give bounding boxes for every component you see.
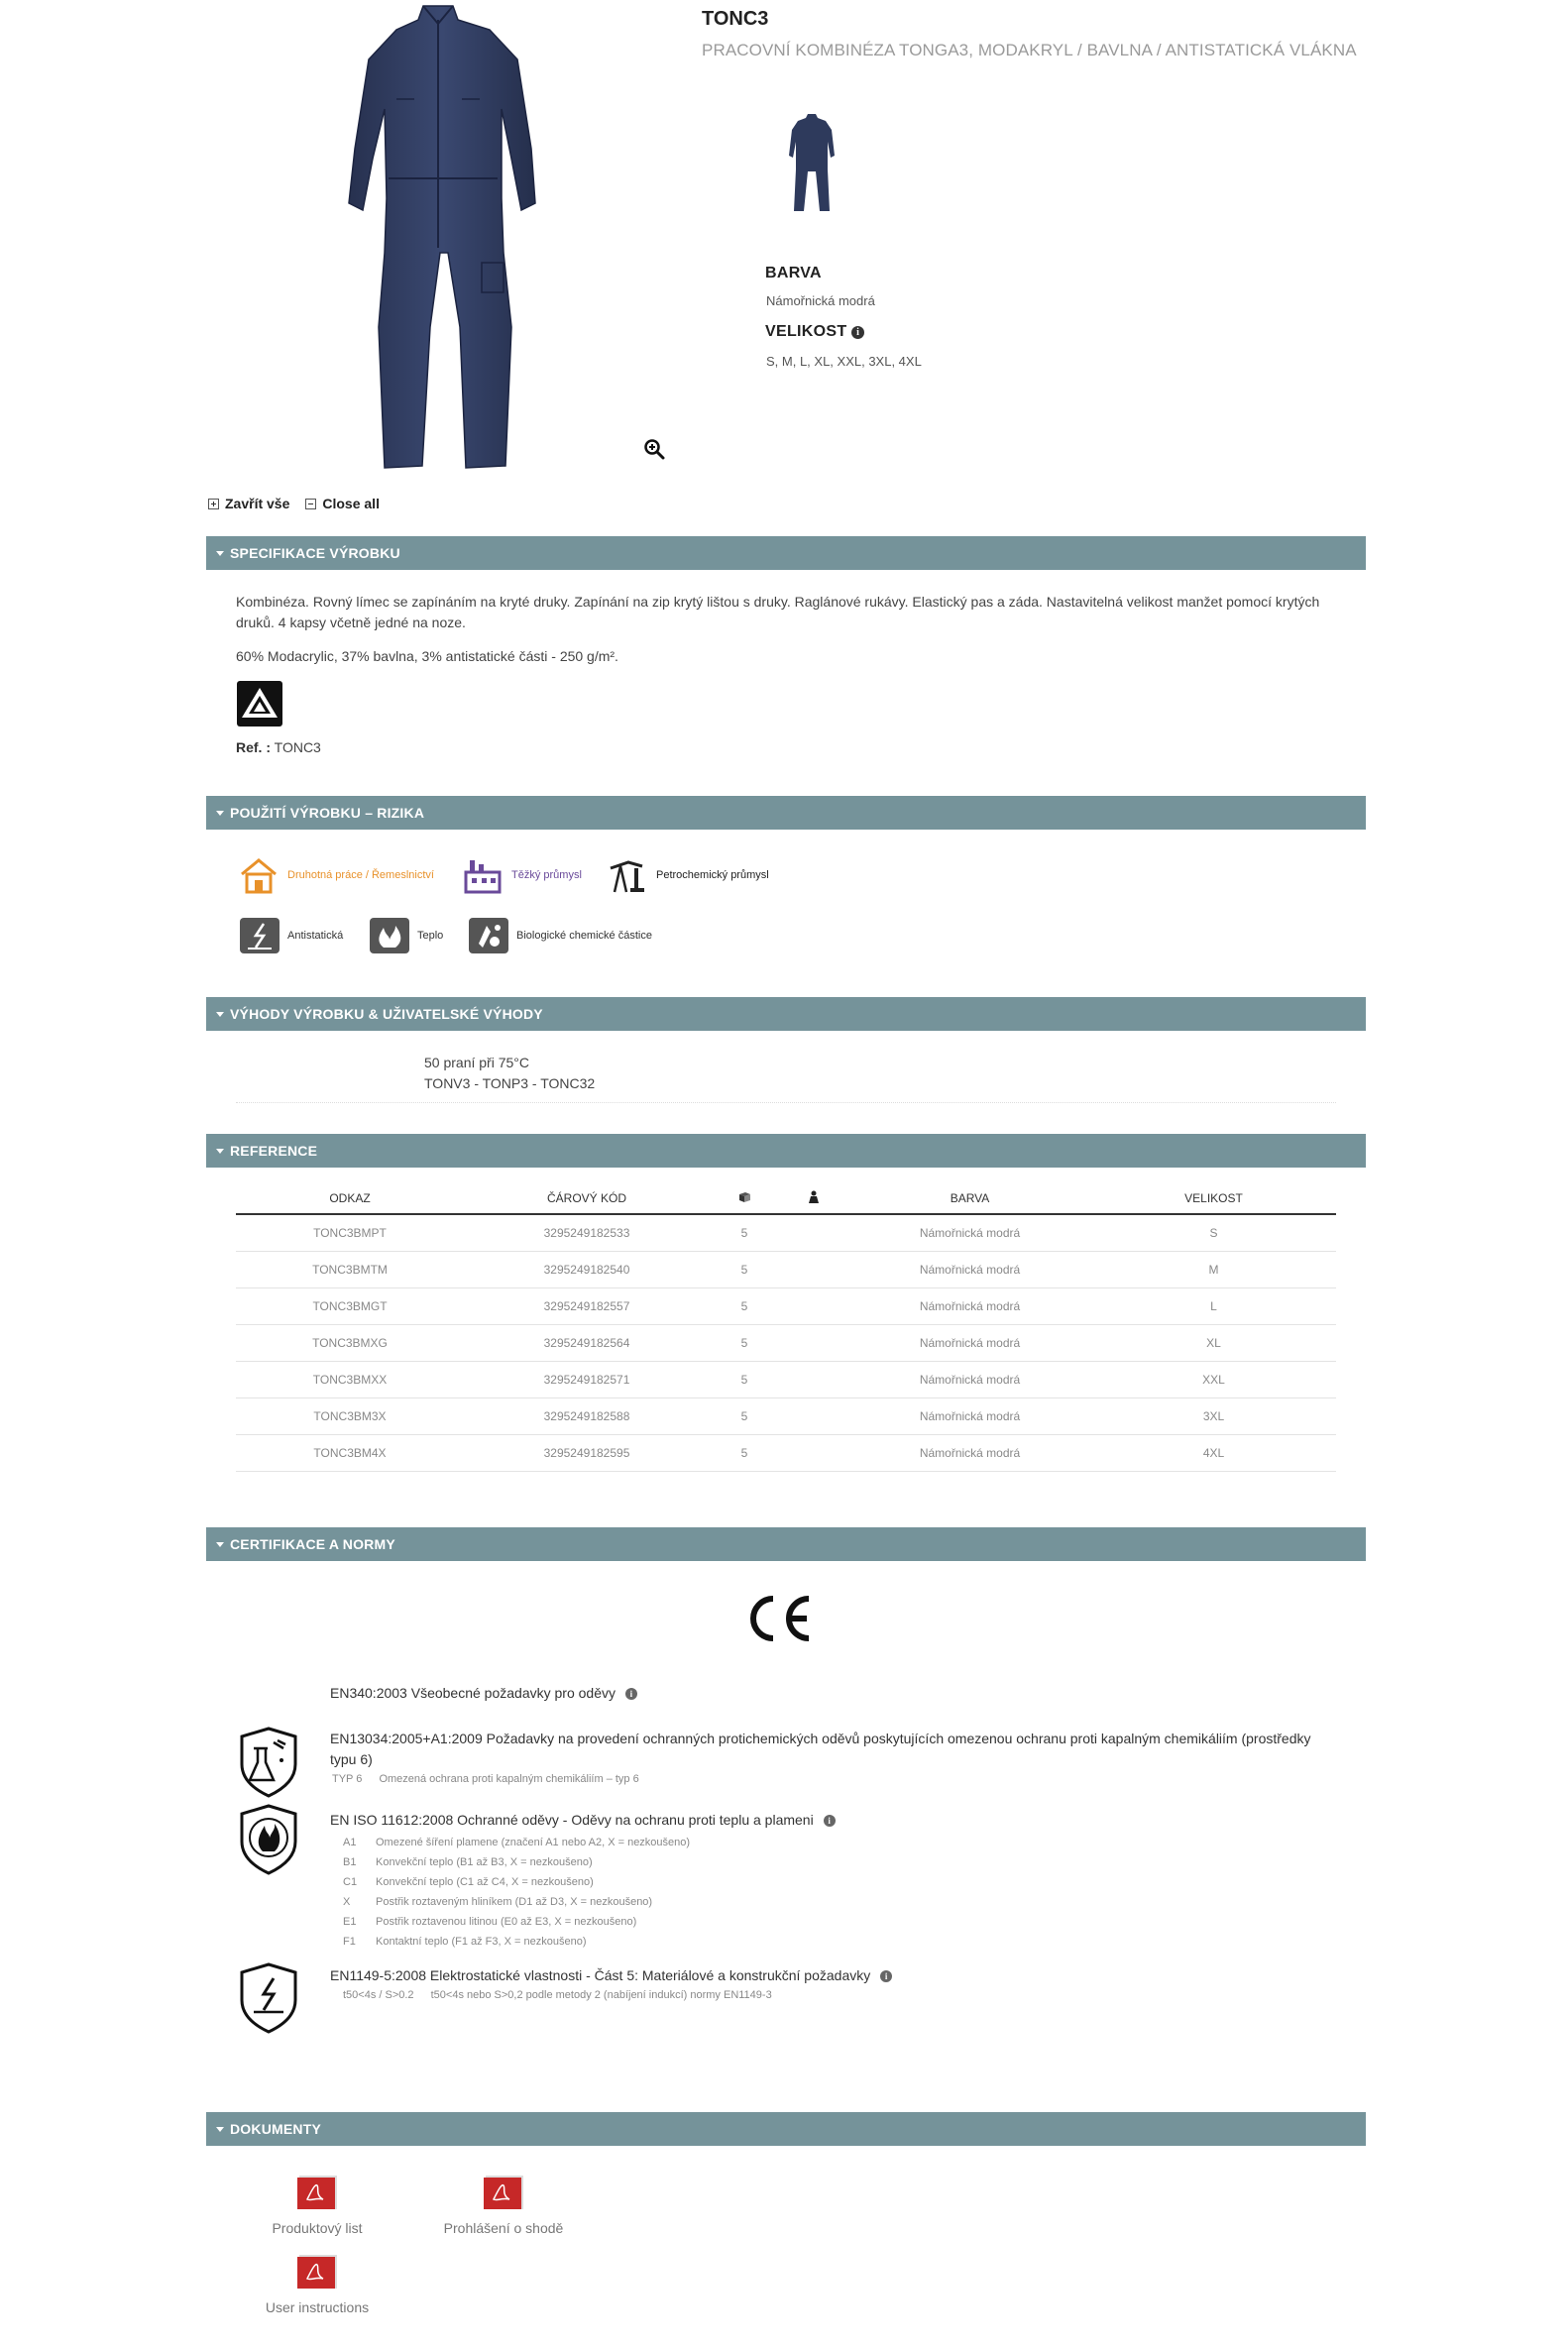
usage-label: Těžký průmysl	[511, 869, 582, 881]
cell-ref: TONC3BMTM	[236, 1251, 464, 1287]
cert-row-key: F1	[343, 1936, 356, 1948]
caret-down-icon	[216, 2127, 224, 2132]
close-all-label: Close all	[322, 496, 380, 511]
cell-barcode: 3295249182564	[464, 1324, 710, 1361]
section-reference-title: REFERENCE	[230, 1143, 318, 1159]
close-all-toggle[interactable]	[305, 496, 380, 511]
cert-row	[343, 1892, 690, 1912]
cert-en1149-title: EN1149-5:2008 Elektrostatické vlastnosti - Část 5: Materiálové a konstrukční požadavky	[330, 1967, 871, 1983]
cert-row-key: B1	[343, 1856, 357, 1868]
chemical-shield-icon	[238, 1727, 299, 1798]
color-value: Námořnická modrá	[766, 293, 875, 308]
document-user-instructions[interactable]	[254, 2253, 381, 2315]
cert-row	[343, 1872, 690, 1892]
cell-barcode: 3295249182557	[464, 1287, 710, 1324]
spec-ref-line	[236, 739, 321, 755]
column-header	[710, 1182, 779, 1214]
section-spec-header[interactable]	[206, 536, 1366, 570]
cell-barcode: 3295249182588	[464, 1398, 710, 1434]
pdf-file-icon	[293, 2174, 341, 2211]
cell-color: Námořnická modrá	[848, 1434, 1091, 1471]
cert-en340	[330, 1685, 637, 1701]
cell-barcode: 3295249182571	[464, 1361, 710, 1398]
cell-box-qty: 5	[710, 1251, 779, 1287]
document-declaration[interactable]	[434, 2174, 573, 2236]
cert-type-key: TYP 6	[332, 1773, 363, 1785]
delta-plus-logo-icon	[236, 680, 283, 727]
document-label[interactable]: Produktový list	[272, 2220, 363, 2236]
cert-en1149	[330, 1967, 892, 1983]
cell-ref: TONC3BMPT	[236, 1214, 464, 1251]
caret-down-icon	[216, 1149, 224, 1154]
document-label[interactable]: User instructions	[265, 2299, 370, 2315]
cell-box-qty: 5	[710, 1398, 779, 1434]
product-main-image[interactable]	[319, 0, 557, 474]
usage-label: Antistatická	[287, 930, 344, 942]
size-value: S, M, L, XL, XXL, 3XL, 4XL	[766, 354, 922, 369]
cell-ref: TONC3BMXG	[236, 1324, 464, 1361]
cell-size: XXL	[1091, 1361, 1336, 1398]
factory-icon	[462, 854, 504, 896]
product-subtitle: PRACOVNÍ KOMBINÉZA TONGA3, MODAKRYL / BAVLNA / ANTISTATICKÁ VLÁKNA	[702, 41, 1357, 59]
biohazard-icon	[469, 918, 508, 953]
cert-row	[343, 1852, 690, 1872]
cell-barcode: 3295249182540	[464, 1251, 710, 1287]
cell-size: 3XL	[1091, 1398, 1336, 1434]
size-heading	[765, 323, 864, 341]
cell-ref: TONC3BM4X	[236, 1434, 464, 1471]
advantage-item: 50 praní při 75°C	[424, 1055, 529, 1070]
section-documents-header[interactable]	[206, 2112, 1366, 2146]
cert-en11612	[330, 1812, 836, 1828]
cell-box-qty: 5	[710, 1214, 779, 1251]
oil-derrick-icon	[607, 854, 648, 896]
cert-row	[343, 1912, 690, 1932]
reference-table	[236, 1182, 1336, 1472]
cert-row-value: Konvekční teplo (C1 až C4, X = nezkoušeno)	[376, 1876, 594, 1888]
table-row	[236, 1251, 1336, 1287]
caret-down-icon	[216, 1012, 224, 1017]
cert-row-value: Omezené šíření plamene (značení A1 nebo A2, X = nezkoušeno)	[376, 1837, 691, 1848]
pdf-file-icon	[480, 2174, 527, 2211]
cert-en13034-title: EN13034:2005+A1:2009 Požadavky na provedení ochranných protichemických oděvů poskytujících omezenou ochranu proti kapalným chemikáliím (prostředky typu 6)	[330, 1731, 1311, 1767]
info-icon[interactable]: i	[824, 1815, 836, 1827]
cell-size: L	[1091, 1287, 1336, 1324]
table-header-row	[236, 1182, 1336, 1214]
cell-unit	[779, 1361, 848, 1398]
cell-ref: TONC3BM3X	[236, 1398, 464, 1434]
caret-down-icon	[216, 551, 224, 556]
caret-down-icon	[216, 1542, 224, 1547]
cert-detail-key: t50<4s / S>0.2	[343, 1989, 414, 2001]
section-spec-title: SPECIFIKACE VÝROBKU	[230, 545, 400, 561]
usage-label: Biologické chemické částice	[516, 930, 652, 942]
section-advantages-header[interactable]	[206, 997, 1366, 1031]
antistatic-icon	[240, 918, 280, 953]
zoom-in-icon[interactable]	[643, 438, 665, 460]
person-icon	[808, 1190, 820, 1203]
table-row	[236, 1324, 1336, 1361]
cell-color: Námořnická modrá	[848, 1287, 1091, 1324]
table-row	[236, 1287, 1336, 1324]
usage-label: Petrochemický průmysl	[656, 869, 769, 881]
table-row	[236, 1361, 1336, 1398]
section-usage-header[interactable]	[206, 796, 1366, 830]
document-product-sheet[interactable]	[260, 2174, 375, 2236]
cert-en340-title: EN340:2003 Všeobecné požadavky pro oděvy	[330, 1685, 616, 1701]
cell-unit	[779, 1251, 848, 1287]
spec-composition: 60% Modacrylic, 37% bavlna, 3% antistatické části - 250 g/m².	[236, 648, 618, 664]
cell-size: 4XL	[1091, 1434, 1336, 1471]
cell-unit	[779, 1324, 848, 1361]
cell-color: Námořnická modrá	[848, 1251, 1091, 1287]
cert-row-value: Postřik roztavenou litinou (E0 až E3, X = nezkoušeno)	[376, 1916, 637, 1928]
column-header	[779, 1182, 848, 1214]
expand-all-label: Zavřít vše	[225, 496, 290, 511]
cert-row-value: Postřik roztaveným hliníkem (D1 až D3, X = nezkoušeno)	[376, 1896, 653, 1908]
cert-en13034-type	[332, 1773, 639, 1785]
usage-item-antistatic	[240, 918, 343, 953]
ref-label: Ref. :	[236, 739, 271, 755]
plus-box-icon	[208, 499, 219, 509]
cell-size: XL	[1091, 1324, 1336, 1361]
cell-unit	[779, 1214, 848, 1251]
toggle-row	[208, 496, 388, 511]
info-icon[interactable]: i	[851, 326, 864, 339]
minus-box-icon	[305, 499, 316, 509]
cell-unit	[779, 1287, 848, 1324]
section-advantages-title: VÝHODY VÝROBKU & UŽIVATELSKÉ VÝHODY	[230, 1006, 543, 1022]
cert-type-value: Omezená ochrana proti kapalným chemikáliím – typ 6	[379, 1773, 639, 1785]
house-icon	[238, 854, 280, 896]
divider	[236, 1102, 1336, 1103]
cert-row-value: Kontaktní teplo (F1 až F3, X = nezkoušeno)	[376, 1936, 587, 1948]
cert-en11612-title: EN ISO 11612:2008 Ochranné oděvy - Oděvy na ochranu proti teplu a plameni	[330, 1812, 814, 1828]
info-icon[interactable]: i	[625, 1688, 637, 1700]
ref-value: TONC3	[274, 739, 321, 755]
advantage-item: TONV3 - TONP3 - TONC32	[424, 1075, 596, 1091]
cert-row-key: E1	[343, 1916, 357, 1928]
cert-row-key: X	[343, 1896, 351, 1908]
usage-item-heavy-industry	[462, 854, 582, 896]
usage-item-crafts	[238, 854, 434, 896]
table-row	[236, 1398, 1336, 1434]
cell-unit	[779, 1434, 848, 1471]
product-code: TONC3	[702, 8, 769, 30]
section-usage-title: POUŽITÍ VÝROBKU – RIZIKA	[230, 805, 425, 821]
column-header: ČÁROVÝ KÓD	[464, 1182, 710, 1214]
cell-box-qty: 5	[710, 1324, 779, 1361]
color-label: BARVA	[765, 265, 822, 281]
cert-en11612-list	[343, 1833, 690, 1952]
cert-row-key: C1	[343, 1876, 358, 1888]
flame-shield-icon	[238, 1804, 299, 1875]
cell-box-qty: 5	[710, 1434, 779, 1471]
column-header: VELIKOST	[1091, 1182, 1336, 1214]
cert-row-key: A1	[343, 1837, 357, 1848]
section-certs-header[interactable]	[206, 1527, 1366, 1561]
usage-label: Teplo	[417, 930, 444, 942]
cert-en1149-detail	[343, 1989, 772, 2001]
pdf-file-icon	[293, 2253, 341, 2291]
product-thumbnail[interactable]	[788, 112, 836, 213]
section-documents-title: DOKUMENTY	[230, 2121, 322, 2137]
usage-item-heat	[370, 918, 443, 953]
cell-color: Námořnická modrá	[848, 1214, 1091, 1251]
cell-box-qty: 5	[710, 1361, 779, 1398]
cell-barcode: 3295249182533	[464, 1214, 710, 1251]
table-row	[236, 1434, 1336, 1471]
cell-color: Námořnická modrá	[848, 1324, 1091, 1361]
cert-row-value: Konvekční teplo (B1 až B3, X = nezkoušeno)	[376, 1856, 593, 1868]
ce-mark-icon	[739, 1591, 813, 1646]
cell-unit	[779, 1398, 848, 1434]
section-certs-title: CERTIFIKACE A NORMY	[230, 1536, 395, 1552]
cell-ref: TONC3BMXX	[236, 1361, 464, 1398]
usage-label: Druhotná práce / Řemeslnictví	[287, 869, 434, 881]
spec-description: Kombinéza. Rovný límec se zapínáním na kryté druky. Zapínání na zip krytý lištou s druky. Raglánové rukávy. Elastický pas a záda. Nastavitelná velikost manžet pomocí krytých druků. 4 kapsy včetně jedné na noze.	[236, 594, 1320, 630]
cert-row	[343, 1833, 690, 1852]
cell-ref: TONC3BMGT	[236, 1287, 464, 1324]
usage-item-petrochemical	[607, 854, 769, 896]
cell-color: Námořnická modrá	[848, 1398, 1091, 1434]
cell-size: M	[1091, 1251, 1336, 1287]
cell-box-qty: 5	[710, 1287, 779, 1324]
heat-icon	[370, 918, 409, 953]
usage-item-biohazard	[469, 918, 652, 953]
column-header: BARVA	[848, 1182, 1091, 1214]
cell-color: Námořnická modrá	[848, 1361, 1091, 1398]
caret-down-icon	[216, 811, 224, 816]
expand-all-toggle[interactable]	[208, 496, 289, 511]
column-header: ODKAZ	[236, 1182, 464, 1214]
cell-size: S	[1091, 1214, 1336, 1251]
box-icon	[737, 1190, 751, 1203]
section-reference-header[interactable]	[206, 1134, 1366, 1168]
cert-detail-value: t50<4s nebo S>0,2 podle metody 2 (nabíjení indukcí) normy EN1149-3	[430, 1989, 772, 2001]
document-label[interactable]: Prohlášení o shodě	[443, 2220, 564, 2236]
table-row	[236, 1214, 1336, 1251]
antistatic-shield-icon	[238, 1962, 299, 2034]
info-icon[interactable]: i	[880, 1970, 892, 1982]
cell-barcode: 3295249182595	[464, 1434, 710, 1471]
cert-row	[343, 1932, 690, 1952]
size-label: VELIKOST	[765, 323, 847, 340]
